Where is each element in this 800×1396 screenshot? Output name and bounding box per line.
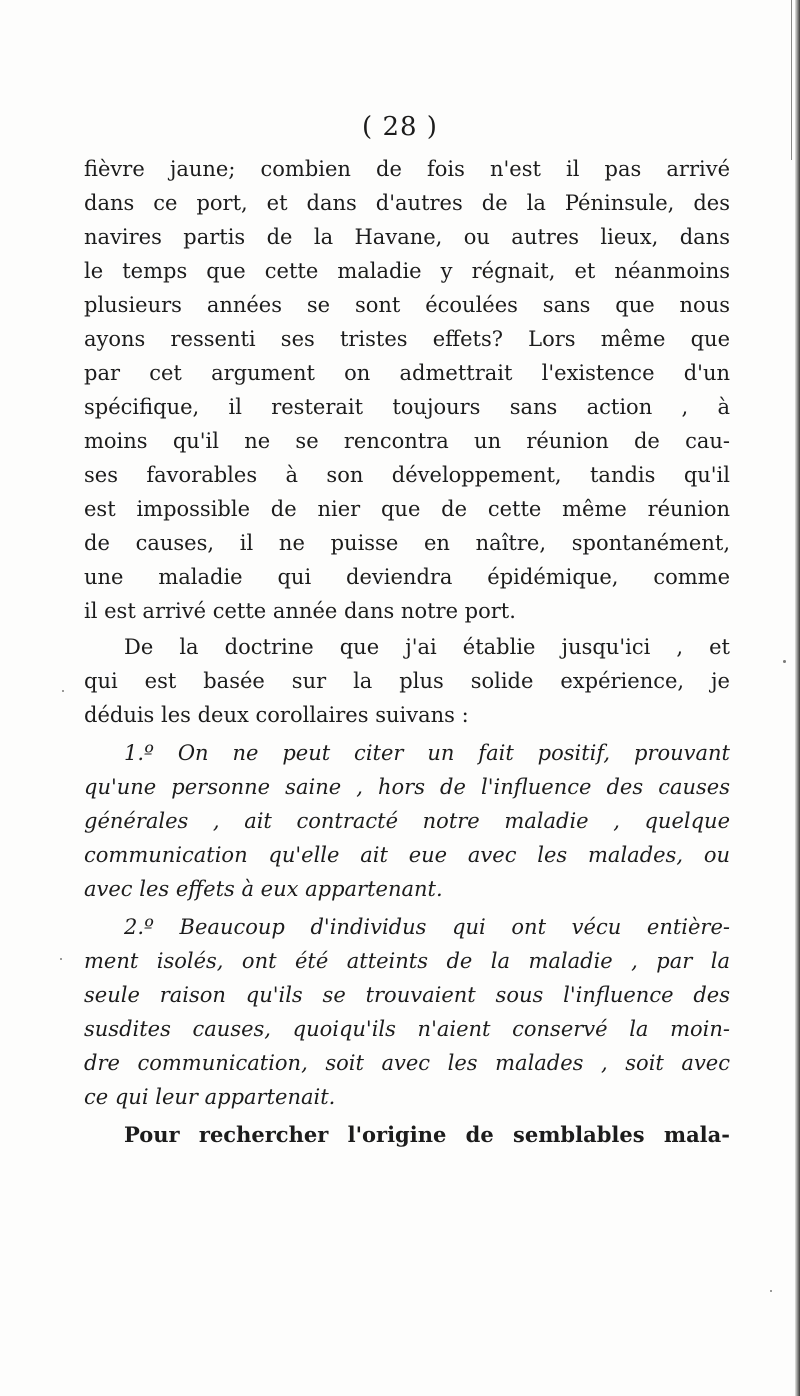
text-line-10: ses favorables à son développement, tandis qu'il [84,463,730,487]
text-line-1: fièvre jaune; combien de fois n'est il pas arrivé [84,157,730,181]
corollary-2-line-1: 2.º Beaucoup d'individus qui ont vécu entière- [124,915,730,939]
corollary-1-line-1: 1.º On ne peut citer un fait positif, prouvant [124,741,730,765]
ink-speck [770,1290,772,1292]
paragraph-3-line-1: Pour rechercher l'origine de semblables mala- [124,1122,730,1147]
ink-speck [62,690,64,692]
corollary-1-line-4: communication qu'elle ait eue avec les malades, ou [84,843,730,867]
corollary-1-line-2: qu'une personne saine , hors de l'influence des causes [84,775,730,799]
text-line-8: spécifique, il resterait toujours sans action , à [84,395,730,419]
ink-speck [60,958,62,960]
page-edge-shadow [795,0,800,1396]
text-line-13: une maladie qui deviendra épidémique, comme [84,565,730,589]
corollary-1-line-5: avec les effets à eux appartenant. [84,877,443,901]
text-line-4: le temps que cette maladie y régnait, et néanmoins [84,259,730,283]
corollary-2-line-4: susdites causes, quoiqu'ils n'aient conservé la moin- [84,1017,730,1041]
text-line-3: navires partis de la Havane, ou autres lieux, dans [84,225,730,249]
text-line-7: par cet argument on admettrait l'existence d'un [84,361,730,385]
corollary-1-line-3: générales , ait contracté notre maladie , quelque [84,809,730,833]
text-line-6: ayons ressenti ses tristes effets? Lors même que [84,327,730,351]
text-line-9: moins qu'il ne se rencontra un réunion de cau- [84,429,730,453]
paragraph-2-line-1: De la doctrine que j'ai établie jusqu'ici , et [124,635,730,659]
corollary-2-line-5: dre communication, soit avec les malades , soit avec [84,1051,730,1075]
paragraph-2-line-3: déduis les deux corollaires suivans : [84,703,469,727]
paragraph-2-line-2: qui est basée sur la plus solide expérience, je [84,669,730,693]
ink-speck [783,660,786,663]
text-line-12: de causes, il ne puisse en naître, spontanément, [84,531,730,555]
text-line-14: il est arrivé cette année dans notre port. [84,599,516,623]
corollary-2-line-6: ce qui leur appartenait. [84,1085,336,1109]
text-line-11: est impossible de nier que de cette même réunion [84,497,730,521]
text-line-2: dans ce port, et dans d'autres de la Péninsule, des [84,191,730,215]
page-number: ( 28 ) [362,112,438,142]
text-line-5: plusieurs années se sont écoulées sans que nous [84,293,730,317]
corollary-2-line-2: ment isolés, ont été atteints de la maladie , par la [84,949,730,973]
corollary-2-line-3: seule raison qu'ils se trouvaient sous l'influence des [84,983,730,1007]
